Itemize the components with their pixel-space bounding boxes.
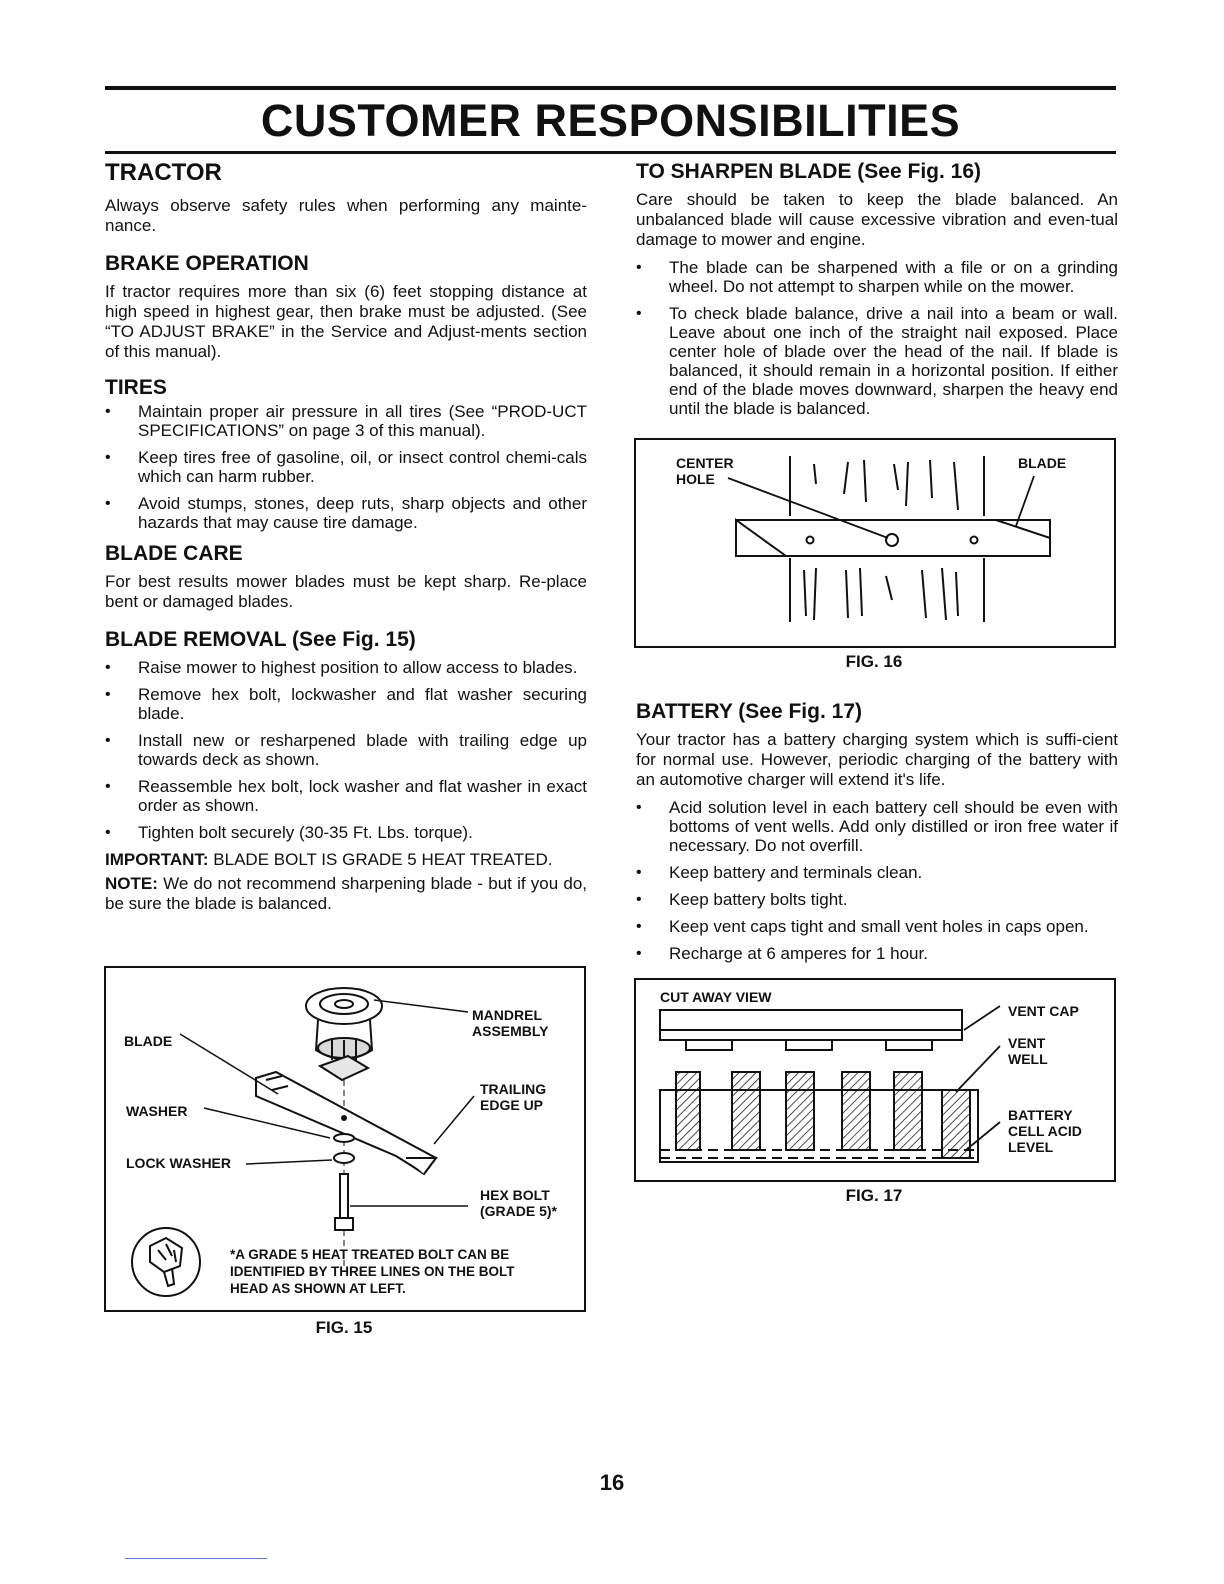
blade-label: BLADE — [1018, 455, 1067, 471]
figure-16 — [634, 438, 1116, 648]
bolt-head-icon — [132, 1228, 200, 1296]
list-item-text: Remove hex bolt, lockwasher and flat washer securing blade. — [138, 685, 587, 723]
list-item: • To check blade balance, drive a nail into a beam or wall. Leave about one inch of the straight nail exposed. Place center hole of blade over the head of the nail. If blade is balanced, it should remain in a horizontal position. If either end of the blade moves downward, sharpen the heavy end until the blade is balanced. — [636, 304, 1118, 418]
blade-removal-list — [105, 658, 587, 842]
list-item: • Reassemble hex bolt, lock washer and flat washer in exact order as shown. — [105, 777, 587, 815]
hex-bolt-label: HEX BOLT — [480, 1187, 550, 1203]
center-label: CENTER — [676, 455, 734, 471]
lock-washer-label: LOCK WASHER — [126, 1155, 231, 1171]
top-rule — [105, 86, 1116, 90]
list-item-text: Raise mower to highest position to allow access to blades. — [138, 658, 578, 677]
sharpen-blade-list — [636, 258, 1118, 418]
figure-17 — [634, 978, 1116, 1182]
list-item-text: Keep battery bolts tight. — [669, 890, 848, 909]
mandrel-icon — [306, 988, 382, 1080]
blade-care-heading: BLADE CARE — [105, 542, 243, 565]
list-item: • Raise mower to highest position to allow access to blades. — [105, 658, 578, 677]
grade-note-line: IDENTIFIED BY THREE LINES ON THE BOLT — [230, 1264, 515, 1279]
battery-text: Your tractor has a battery charging system which is suffi-cient for normal use. However, periodic charging of the battery with an automotive charger will extend it's life. — [636, 730, 1118, 789]
list-item-text: Acid solution level in each battery cell should be even with bottoms of vent wells. Add only distilled or iron free water if necessary. Do not overfill. — [669, 798, 1118, 855]
brake-operation-heading: BRAKE OPERATION — [105, 252, 309, 275]
hole-label: HOLE — [676, 471, 715, 487]
trailing-label: TRAILING — [480, 1081, 547, 1097]
list-item-text: Keep tires free of gasoline, oil, or insect control chemi-cals which can harm rubber. — [138, 448, 587, 486]
blade-assembly-diagram — [106, 968, 584, 1310]
list-item: • Maintain proper air pressure in all tires (See “PROD-UCT SPECIFICATIONS” on page 3 of this manual). — [105, 402, 587, 440]
important-text: BLADE BOLT IS GRADE 5 HEAT TREATED. — [208, 850, 553, 869]
left-column — [105, 158, 587, 914]
vent-cap-label: VENT CAP — [1008, 1003, 1079, 1019]
important-note — [105, 850, 587, 870]
list-item-text: The blade can be sharpened with a file or on a grinding wheel. Do not attempt to sharpen while on the mower. — [669, 258, 1118, 296]
blade-balance-diagram — [636, 440, 1114, 646]
tractor-text: Always observe safety rules when performing any mainte-nance. — [105, 196, 587, 235]
list-item: • Acid solution level in each battery cell should be even with bottoms of vent wells. Add only distilled or iron free water if necessary. Do not overfill. — [636, 798, 1118, 855]
battery-heading: BATTERY (See Fig. 17) — [636, 700, 862, 723]
list-item: • Install new or resharpened blade with trailing edge up towards deck as shown. — [105, 731, 587, 769]
list-item-text: Recharge at 6 amperes for 1 hour. — [669, 944, 928, 963]
washer-label: WASHER — [126, 1103, 188, 1119]
level-label: LEVEL — [1008, 1139, 1054, 1155]
vent-cap-icon — [660, 1010, 962, 1050]
footer-line — [125, 1558, 267, 1559]
sharpening-note — [105, 874, 587, 914]
tractor-heading: TRACTOR — [105, 159, 222, 186]
list-item: • Keep vent caps tight and small vent holes in caps open. — [636, 917, 1089, 936]
lock-washer-icon — [334, 1153, 354, 1163]
list-item-text: Tighten bolt securely (30-35 Ft. Lbs. torque). — [138, 823, 473, 842]
list-item: • Avoid stumps, stones, deep ruts, sharp objects and other hazards that may cause tire damage. — [105, 494, 587, 532]
battery-cutaway-diagram — [636, 980, 1114, 1180]
edge-up-label: EDGE UP — [480, 1097, 544, 1113]
blade-label: BLADE — [124, 1033, 173, 1049]
figure-15 — [104, 966, 586, 1312]
figure-16-caption: FIG. 16 — [845, 652, 903, 671]
blade-care-text: For best results mower blades must be kept sharp. Re-place bent or damaged blades. — [105, 572, 587, 611]
battery-list — [636, 798, 1118, 963]
list-item: • Keep tires free of gasoline, oil, or insect control chemi-cals which can harm rubber. — [105, 448, 587, 486]
important-label: IMPORTANT: — [105, 850, 209, 869]
battery-section — [636, 698, 1118, 971]
list-item-text: Install new or resharpened blade with trailing edge up towards deck as shown. — [138, 731, 587, 769]
battery-label: BATTERY — [1008, 1107, 1073, 1123]
title-rule — [105, 151, 1116, 154]
note-label: NOTE: — [105, 874, 158, 893]
battery-cells-icon — [660, 1072, 978, 1162]
list-item-text: Maintain proper air pressure in all tires (See “PROD-UCT SPECIFICATIONS” on page 3 of this manual). — [138, 402, 587, 440]
assembly-label: ASSEMBLY — [472, 1023, 549, 1039]
list-item-text: Avoid stumps, stones, deep ruts, sharp objects and other hazards that may cause tire damage. — [138, 494, 587, 532]
sharpen-blade-heading: TO SHARPEN BLADE (See Fig. 16) — [636, 160, 982, 183]
grade-note-line: *A GRADE 5 HEAT TREATED BOLT CAN BE — [230, 1247, 510, 1262]
hex-bolt-icon — [335, 1174, 353, 1230]
grade-label: (GRADE 5)* — [480, 1203, 558, 1219]
blade-removal-heading: BLADE REMOVAL (See Fig. 15) — [105, 628, 416, 651]
mandrel-label: MANDREL — [472, 1007, 542, 1023]
list-item: • Remove hex bolt, lockwasher and flat washer securing blade. — [105, 685, 587, 723]
blade-icon — [736, 520, 1050, 556]
list-item: • Recharge at 6 amperes for 1 hour. — [636, 944, 928, 963]
list-item-text: Keep vent caps tight and small vent holes in caps open. — [669, 917, 1089, 936]
washer-icon — [334, 1134, 354, 1142]
list-item-text: Reassemble hex bolt, lock washer and flat washer in exact order as shown. — [138, 777, 587, 815]
list-item: • Tighten bolt securely (30-35 Ft. Lbs. torque). — [105, 823, 473, 842]
page-title: CUSTOMER RESPONSIBILITIES — [260, 95, 961, 146]
sharpen-blade-text: Care should be taken to keep the blade balanced. An unbalanced blade will cause excessive vibration and even-tual damage to mower and engine. — [636, 190, 1118, 249]
list-item: • The blade can be sharpened with a file or on a grinding wheel. Do not attempt to sharpen while on the mower. — [636, 258, 1118, 296]
cut-away-view-label: CUT AWAY VIEW — [660, 989, 772, 1005]
figure-15-caption: FIG. 15 — [315, 1318, 373, 1337]
grade-note-line: HEAD AS SHOWN AT LEFT. — [230, 1281, 406, 1296]
well-label: WELL — [1008, 1051, 1048, 1067]
tires-list — [105, 402, 587, 532]
vent-label: VENT — [1008, 1035, 1046, 1051]
list-item-text: To check blade balance, drive a nail into a beam or wall. Leave about one inch of the straight nail exposed. Place center hole of blade over the head of the nail. If blade is balanced, it should remain in a horizontal position. If either end of the blade moves downward, sharpen the heavy end until the blade is balanced. — [669, 304, 1118, 418]
list-item: • Keep battery and terminals clean. — [636, 863, 923, 882]
list-item-text: Keep battery and terminals clean. — [669, 863, 923, 882]
tires-heading: TIRES — [105, 376, 167, 399]
cell-acid-label: CELL ACID — [1008, 1123, 1082, 1139]
brake-operation-text: If tractor requires more than six (6) feet stopping distance at high speed in highest gear, then brake must be adjusted. (See “TO ADJUST BRAKE” in the Service and Adjust-ments section of this manual). — [105, 282, 587, 361]
note-text: We do not recommend sharpening blade - but if you do, be sure the blade is balanced. — [105, 874, 587, 913]
page-number: 16 — [599, 1470, 625, 1495]
right-column — [636, 158, 1118, 426]
list-item: • Keep battery bolts tight. — [636, 890, 848, 909]
figure-17-caption: FIG. 17 — [845, 1186, 903, 1205]
